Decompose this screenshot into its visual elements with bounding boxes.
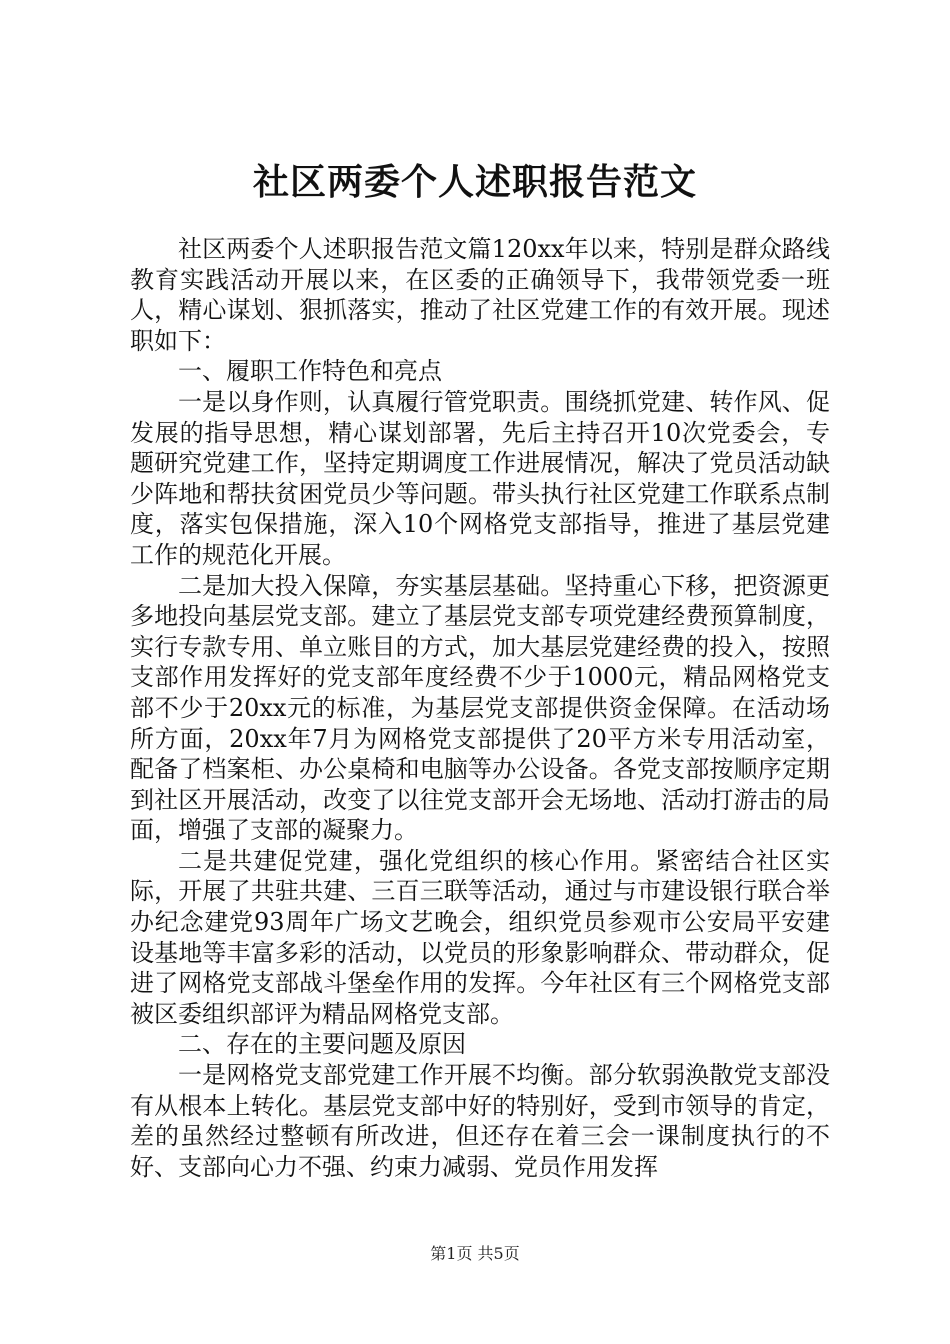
section-heading-1: 一、履职工作特色和亮点 bbox=[178, 357, 442, 386]
paragraph-1: 一是以身作则，认真履行管党职责。围绕抓党建、转作风、促发展的指导思想，精心谋划部署，先后主持召开10次党委会，专题研究党建工作，坚持定期调度工作进展情况，解决了党员活动缺少阵地和帮扶贫困党员少等问题。带头执行社区党建工作联系点制度，落实包保措施，深入10个网格党支部指导，推进了基层党建工作的规范化开展。 bbox=[130, 387, 830, 569]
paragraph-4: 一是网格党支部党建工作开展不均衡。部分软弱涣散党支部没有从根本上转化。基层党支部中好的特别好，受到市领导的肯定，差的虽然经过整顿有所改进，但还存在着三会一课制度执行的不好、支部向心力不强、约束力减弱、党员作用发挥 bbox=[130, 1061, 830, 1181]
document-body bbox=[130, 234, 830, 1182]
document-title: 社区两委个人述职报告范文 bbox=[252, 161, 697, 203]
paragraph-3: 二是共建促党建，强化党组织的核心作用。紧密结合社区实际，开展了共驻共建、三百三联等活动，通过与市建设银行联合举办纪念建党93周年广场文艺晚会，组织党员参观市公安局平安建设基地等丰富多彩的活动，以党员的形象影响群众、带动群众，促进了网格党支部战斗堡垒作用的发挥。今年社区有三个网格党支部被区委组织部评为精品网格党支部。 bbox=[130, 846, 830, 1028]
section-heading-2: 二、存在的主要问题及原因 bbox=[178, 1030, 466, 1059]
page-footer: 第1页 共5页 bbox=[430, 1244, 520, 1263]
paragraph-2: 二是加大投入保障，夯实基层基础。坚持重心下移，把资源更多地投向基层党支部。建立了基层党支部专项党建经费预算制度，实行专款专用、单立账目的方式，加大基层党建经费的投入，按照支部作用发挥好的党支部年度经费不少于1000元，精品网格党支部不少于20xx元的标准，为基层党支部提供资金保障。在活动场所方面，20xx年7月为网格党支部提供了20平方米专用活动室，配备了档案柜、办公桌椅和电脑等办公设备。各党支部按顺序定期到社区开展活动，改变了以往党支部开会无场地、活动打游击的局面，增强了支部的凝聚力。 bbox=[130, 571, 830, 845]
paragraph-intro: 社区两委个人述职报告范文篇120xx年以来，特别是群众路线教育实践活动开展以来，在区委的正确领导下，我带领党委一班人，精心谋划、狠抓落实，推动了社区党建工作的有效开展。现述职如下： bbox=[130, 235, 830, 355]
